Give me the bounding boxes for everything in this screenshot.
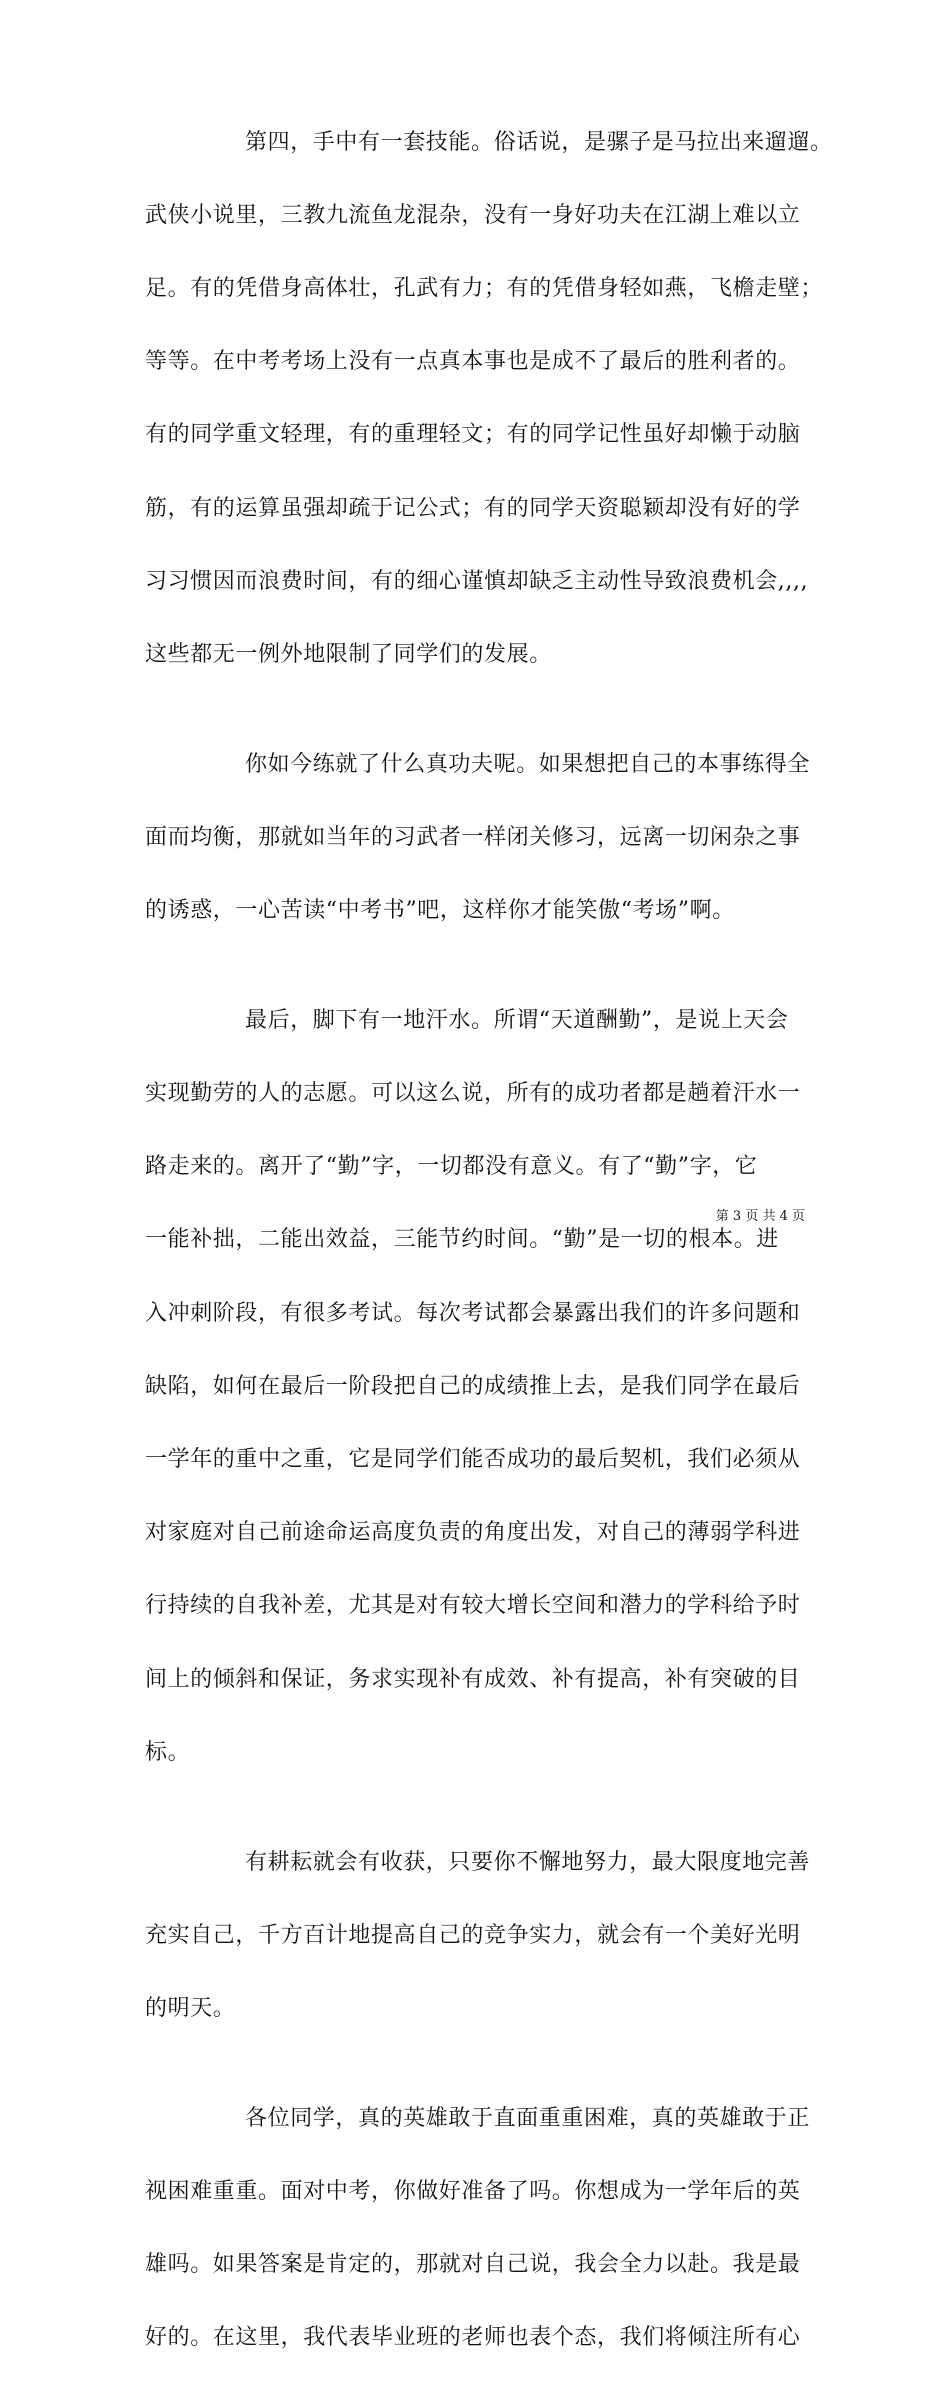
text-line: 习习惯因而浪费时间，有的细心谨慎却缺乏主动性导致浪费机会,,,, (145, 568, 809, 594)
text-line: 足。有的凭借身高体壮，孔武有力；有的凭借身轻如燕，飞檐走壁； (145, 275, 824, 301)
text-line: 有耕耘就会有收获，只要你不懈地努力，最大限度地完善 (245, 1849, 811, 1875)
text-line: 缺陷，如何在最后一阶段把自己的成绩推上去，是我们同学在最后 (145, 1373, 801, 1399)
text-line: 一学年的重中之重，它是同学们能否成功的最后契机，我们必须从 (145, 1446, 801, 1472)
text-line: 你如今练就了什么真功夫呢。如果想把自己的本事练得全 (245, 751, 811, 777)
text-line: 间上的倾斜和保证，务求实现补有成效、补有提高，补有突破的目 (145, 1666, 801, 1692)
text-line: 第四，手中有一套技能。俗话说，是骡子是马拉出来遛遛。 (245, 129, 833, 155)
text-line: 对家庭对自己前途命运高度负责的角度出发，对自己的薄弱学科进 (145, 1520, 801, 1546)
text-line: 标。 (145, 1739, 191, 1765)
page-number: 第 3 页 共 4 页 (715, 1209, 805, 1224)
paragraph-kungfu (145, 710, 811, 966)
text-line: 视困难重重。面对中考，你做好准备了吗。你想成为一学年后的英 (145, 2178, 801, 2204)
text-line: 好的。在这里，我代表毕业班的老师也表个态，我们将倾注所有心 (145, 2325, 801, 2351)
text-line: 的明天。 (145, 1995, 236, 2021)
text-line: 这些都无一例外地限制了同学们的发展。 (145, 641, 552, 667)
text-line: 雄吗。如果答案是肯定的，那就对自己说，我会全力以赴。我是最 (145, 2252, 801, 2278)
text-line: 入冲刺阶段，有很多考试。每次考试都会暴露出我们的许多问题和 (145, 1300, 801, 1326)
text-line: 筋，有的运算虽强却疏于记公式；有的同学天资聪颖却没有好的学 (145, 495, 801, 521)
text-line: 路走来的。离开了“勤”字，一切都没有意义。有了“勤”字，它 (145, 1154, 758, 1180)
paragraph-skills (145, 88, 833, 710)
text-line: 武侠小说里，三教九流鱼龙混杂，没有一身好功夫在江湖上难以立 (145, 202, 801, 228)
text-line: 面而均衡，那就如当年的习武者一样闭关修习，远离一切闲杂之事 (145, 824, 801, 850)
document-body (145, 88, 833, 2393)
text-line: 行持续的自我补差，尤其是对有较大增长空间和潜力的学科给予时 (145, 1593, 801, 1619)
text-line: 的诱惑，一心苦读“中考书”吧，这样你才能笑傲“考场”啊。 (145, 898, 735, 924)
text-line: 最后，脚下有一地汗水。所谓“天道酬勤”，是说上天会 (245, 1007, 789, 1033)
text-line: 有的同学重文轻理，有的重理轻文；有的同学记性虽好却懒于动脑 (145, 422, 801, 448)
text-line: 一能补拙，二能出效益，三能节约时间。“勤”是一切的根本。进 (145, 1227, 779, 1253)
paragraph-heroes (145, 2064, 811, 2393)
text-line: 实现勤劳的人的志愿。可以这么说，所有的成功者都是趟着汗水一 (145, 1081, 801, 1107)
text-line: 充实自己，千方百计地提高自己的竞争实力，就会有一个美好光明 (145, 1922, 801, 1948)
text-line: 各位同学，真的英雄敢于直面重重困难，真的英雄敢于正 (245, 2105, 811, 2131)
paragraph-diligence (145, 966, 805, 1808)
paragraph-harvest (145, 1808, 811, 2064)
text-line: 等等。在中考考场上没有一点真本事也是成不了最后的胜利者的。 (145, 349, 801, 375)
